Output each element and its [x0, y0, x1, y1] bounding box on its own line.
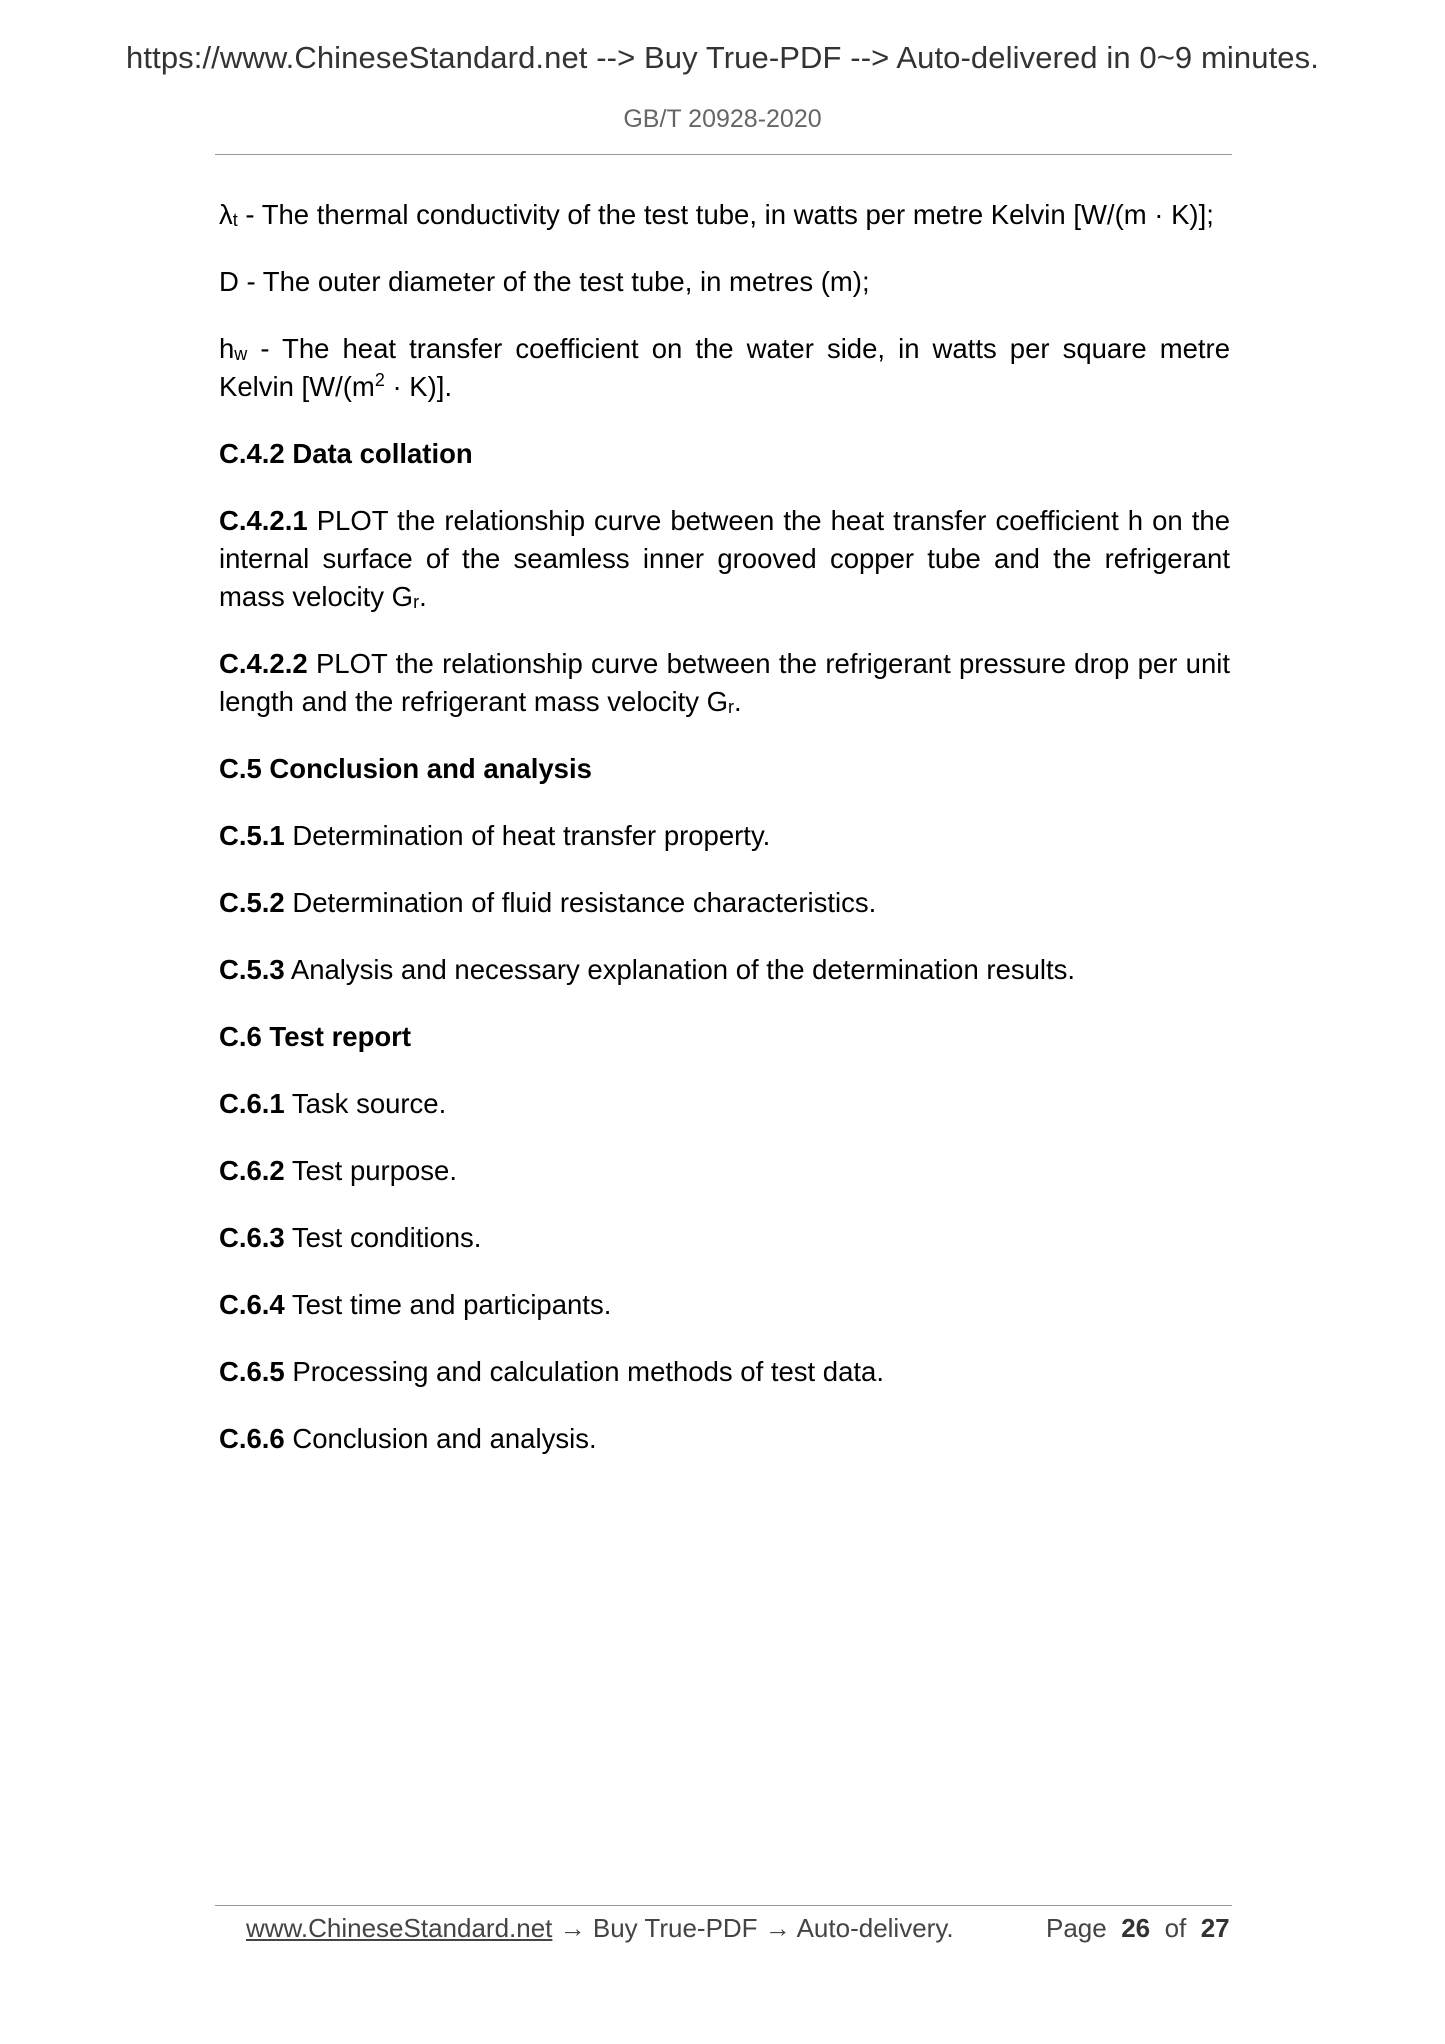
lambda-symbol: λ	[219, 199, 233, 230]
footer-divider	[215, 1905, 1232, 1906]
hw-symbol: h	[219, 333, 235, 364]
clause-text: Test purpose.	[284, 1155, 457, 1186]
clause-c53	[219, 951, 1230, 989]
clause-c52	[219, 884, 1230, 922]
clause-text: Determination of heat transfer property.	[284, 820, 771, 851]
header-divider	[215, 154, 1232, 155]
lambda-subscript: t	[232, 210, 238, 230]
clause-c63	[219, 1219, 1230, 1257]
clause-c62	[219, 1152, 1230, 1190]
clause-number: C.6.5	[219, 1356, 285, 1387]
lambda-definition	[219, 196, 1230, 234]
of-label: of	[1164, 1913, 1187, 1943]
footer-arrow-icon: →	[757, 1913, 797, 1943]
hw-text-before: - The heat transfer coefficient on the water side, in watts per square metre Kelvin [W/(m	[219, 333, 1230, 402]
clause-text: Task source.	[284, 1088, 447, 1119]
clause-end: .	[734, 686, 742, 717]
clause-subscript: r	[728, 697, 735, 717]
page-body	[219, 196, 1230, 1487]
clause-number: C.6.6	[219, 1423, 285, 1454]
clause-text: Test time and participants.	[284, 1289, 612, 1320]
clause-c65	[219, 1353, 1230, 1391]
clause-c64	[219, 1286, 1230, 1324]
clause-text: Determination of fluid resistance characteristics.	[284, 887, 877, 918]
clause-text: Conclusion and analysis.	[284, 1423, 597, 1454]
clause-number: C.4.2.2	[219, 648, 308, 679]
clause-number: C.5.3	[219, 954, 285, 985]
section-heading-c5: C.5 Conclusion and analysis	[219, 753, 592, 784]
clause-subscript: r	[413, 592, 420, 612]
clause-text: PLOT the relationship curve between the heat transfer coefficient h on the internal surface of the seamless inner grooved copper tube and the refrigerant mass velocity G	[219, 505, 1230, 612]
clause-text: PLOT the relationship curve between the refrigerant pressure drop per unit length and the refrigerant mass velocity G	[219, 648, 1230, 717]
clause-number: C.6.1	[219, 1088, 285, 1119]
hw-text-after: · K)].	[384, 371, 453, 402]
footer-arrow-icon: →	[552, 1913, 593, 1943]
clause-c66	[219, 1420, 1230, 1458]
page-total: 27	[1200, 1913, 1230, 1943]
clause-number: C.6.4	[219, 1289, 285, 1320]
page-number	[1046, 1910, 1230, 1946]
hw-subscript: w	[234, 344, 248, 364]
clause-c422	[219, 645, 1230, 721]
clause-c51	[219, 817, 1230, 855]
clause-c421	[219, 502, 1230, 616]
site-banner[interactable]: https://www.ChineseStandard.net --> Buy True-PDF --> Auto-delivered in 0~9 minutes.	[126, 40, 1319, 75]
footer-site-link[interactable]: www.ChineseStandard.net	[246, 1913, 553, 1943]
lambda-text: - The thermal conductivity of the test tube, in watts per metre Kelvin [W/(m · K)];	[237, 199, 1214, 230]
clause-number: C.4.2.1	[219, 505, 308, 536]
clause-number: C.5.1	[219, 820, 285, 851]
clause-number: C.6.2	[219, 1155, 285, 1186]
diameter-definition: D - The outer diameter of the test tube, in metres (m);	[219, 266, 870, 297]
footer-buy-text: Buy True-PDF	[592, 1913, 758, 1943]
page-label: Page	[1046, 1913, 1107, 1943]
clause-end: .	[419, 581, 427, 612]
document-code: GB/T 20928-2020	[623, 105, 822, 133]
clause-number: C.6.3	[219, 1222, 285, 1253]
section-heading-c6: C.6 Test report	[219, 1021, 412, 1052]
page-footer	[246, 1910, 1231, 1946]
section-heading-c42: C.4.2 Data collation	[219, 438, 473, 469]
hw-superscript: 2	[374, 370, 385, 390]
clause-c61	[219, 1085, 1230, 1123]
hw-definition	[219, 330, 1230, 406]
clause-text: Processing and calculation methods of test data.	[284, 1356, 884, 1387]
page-current: 26	[1121, 1913, 1151, 1943]
clause-text: Test conditions.	[284, 1222, 482, 1253]
clause-number: C.5.2	[219, 887, 285, 918]
clause-text: Analysis and necessary explanation of the determination results.	[284, 954, 1076, 985]
footer-delivery-text: Auto-delivery.	[796, 1913, 954, 1943]
